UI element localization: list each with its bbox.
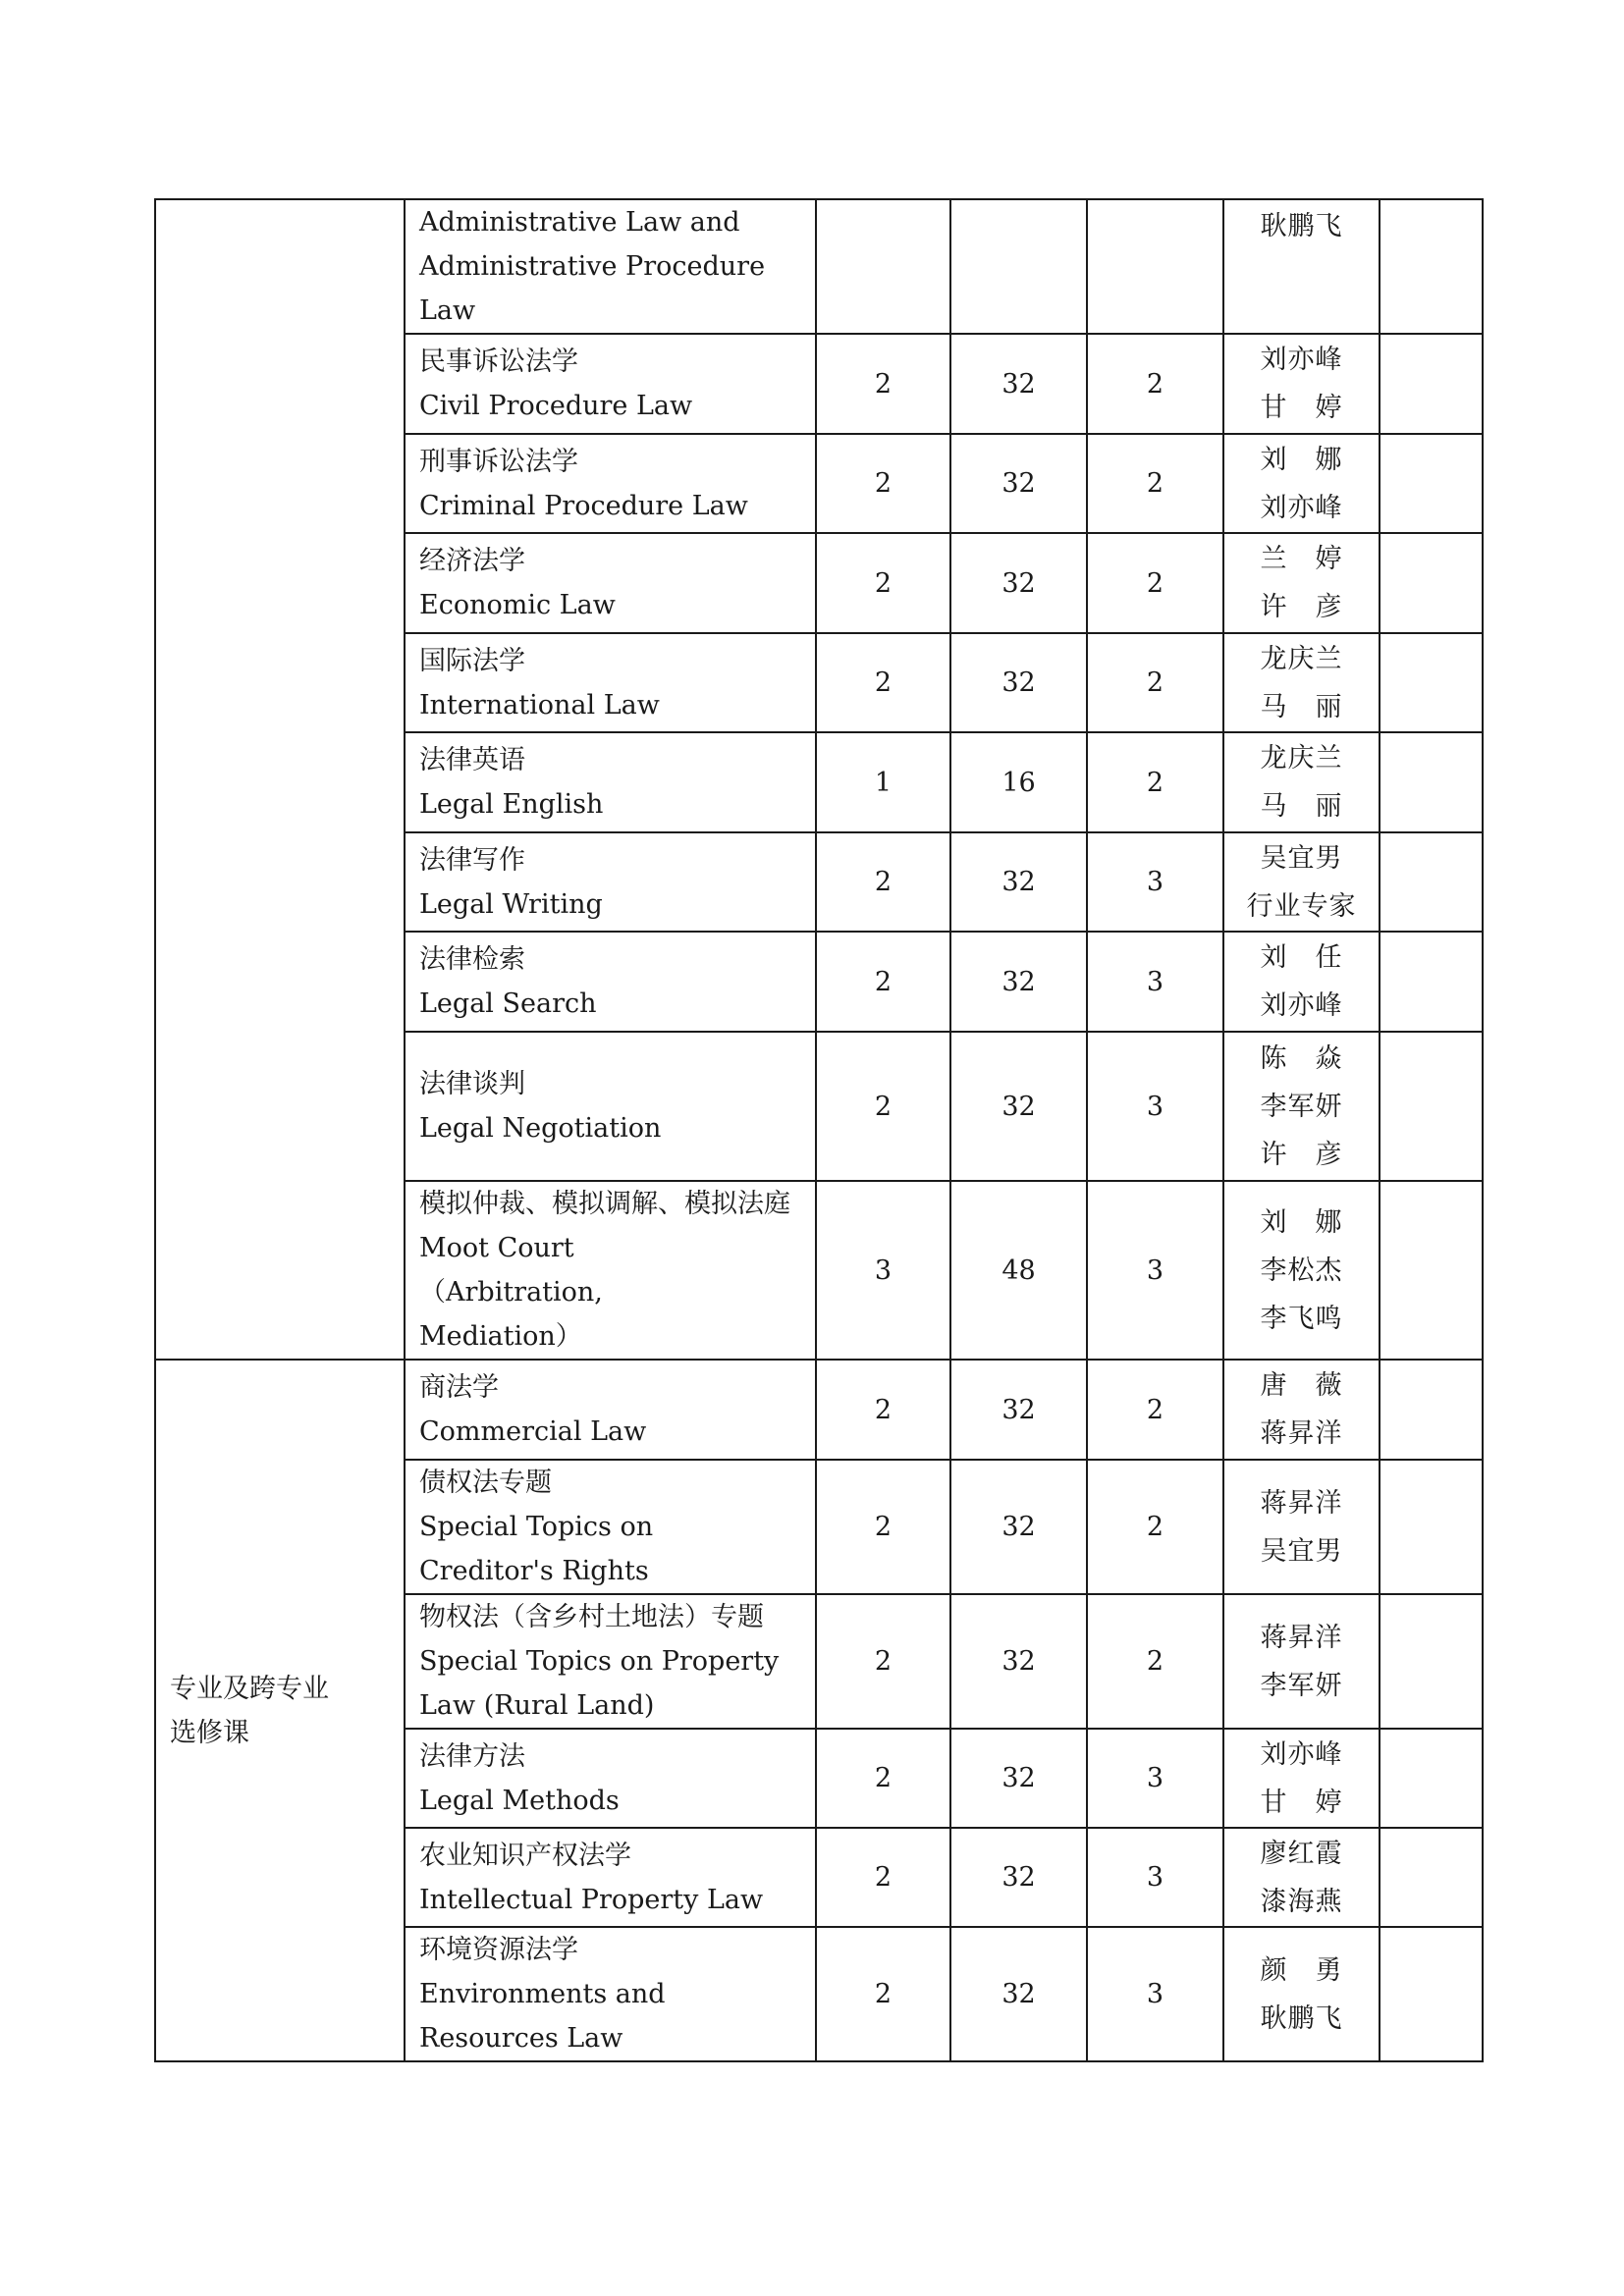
semester-cell: 2: [1087, 533, 1223, 633]
credits-cell: 1: [816, 732, 950, 832]
semester-cell: 2: [1087, 1594, 1223, 1729]
course-name-zh: 物权法（含乡村土地法）专题: [419, 1602, 764, 1632]
course-name-zh: 经济法学: [419, 546, 525, 576]
teachers-cell: [1223, 1927, 1380, 2061]
course-name-en: Legal Writing: [419, 888, 603, 920]
credits-cell: 2: [816, 533, 950, 633]
semester-cell: 2: [1087, 732, 1223, 832]
teacher-name: 耿鹏飞: [1260, 2002, 1343, 2034]
hours-cell: 32: [950, 434, 1087, 533]
teacher-name: 蒋昇洋: [1260, 1418, 1343, 1449]
semester-cell: 3: [1087, 1181, 1223, 1360]
notes-cell: [1380, 1032, 1483, 1181]
course-name-cell: [405, 1360, 816, 1460]
category-cell-core: [155, 199, 405, 1360]
credits-cell: 2: [816, 1729, 950, 1828]
credits-cell: 2: [816, 334, 950, 434]
teacher-name: 李军妍: [1260, 1091, 1343, 1122]
course-name-en: Economic Law: [419, 590, 616, 620]
credits-cell: 2: [816, 832, 950, 932]
teachers-cell: [1223, 533, 1380, 633]
teacher-name: 刘 娜: [1260, 1206, 1343, 1238]
semester-cell: 2: [1087, 1460, 1223, 1594]
course-name-en: Environments and Resources Law: [419, 1979, 666, 2054]
course-name-en: Special Topics on Creditor's Rights: [419, 1512, 654, 1586]
course-name-cell: [405, 533, 816, 633]
course-name-zh: 农业知识产权法学: [419, 1840, 631, 1871]
semester-cell: 3: [1087, 932, 1223, 1032]
teacher-name: 龙庆兰: [1260, 743, 1343, 774]
course-name-zh: 法律检索: [419, 944, 525, 975]
teacher-name: 刘亦峰: [1260, 990, 1343, 1021]
notes-cell: [1380, 1460, 1483, 1594]
course-name-zh: 法律谈判: [419, 1069, 525, 1099]
teachers-cell: [1223, 932, 1380, 1032]
course-name-zh: 法律方法: [419, 1740, 525, 1772]
notes-cell: [1380, 732, 1483, 832]
hours-cell: [950, 199, 1087, 334]
credits-cell: 2: [816, 1594, 950, 1729]
semester-cell: 2: [1087, 334, 1223, 434]
course-name-zh: 债权法专题: [419, 1468, 552, 1498]
notes-cell: [1380, 334, 1483, 434]
credits-cell: 2: [816, 1360, 950, 1460]
teacher-name: 廖红霞: [1260, 1838, 1343, 1869]
teacher-name: 行业专家: [1246, 890, 1357, 922]
course-name-cell: [405, 1828, 816, 1927]
teacher-name: 耿鹏飞: [1260, 211, 1343, 241]
hours-cell: 32: [950, 1460, 1087, 1594]
credits-cell: 2: [816, 1032, 950, 1181]
credits-cell: 2: [816, 633, 950, 732]
teacher-name: 蒋昇洋: [1260, 1622, 1343, 1653]
semester-cell: 2: [1087, 1360, 1223, 1460]
course-name-en: Commercial Law: [419, 1416, 647, 1447]
teachers-cell: [1223, 334, 1380, 434]
course-name-cell: [405, 732, 816, 832]
semester-cell: [1087, 199, 1223, 334]
teacher-name: 李飞鸣: [1260, 1303, 1343, 1334]
credits-cell: 2: [816, 434, 950, 533]
hours-cell: 32: [950, 334, 1087, 434]
teachers-cell: [1223, 1594, 1380, 1729]
semester-cell: 2: [1087, 633, 1223, 732]
course-name-en: Criminal Procedure Law: [419, 490, 748, 521]
course-name-en: Intellectual Property Law: [419, 1884, 764, 1915]
teacher-name: 刘 娜: [1260, 444, 1343, 475]
notes-cell: [1380, 1828, 1483, 1927]
notes-cell: [1380, 1729, 1483, 1828]
course-name-zh: 模拟仲裁、模拟调解、模拟法庭: [419, 1189, 790, 1219]
teacher-name: 甘 婷: [1260, 393, 1343, 423]
credits-cell: 2: [816, 1927, 950, 2061]
course-table: [154, 198, 1484, 2062]
teachers-cell: [1223, 1729, 1380, 1828]
notes-cell: [1380, 434, 1483, 533]
hours-cell: 32: [950, 1729, 1087, 1828]
course-name-en: Civil Procedure Law: [419, 391, 693, 421]
course-name-cell: [405, 434, 816, 533]
course-name-cell: [405, 633, 816, 732]
teachers-cell: [1223, 633, 1380, 732]
teacher-name: 甘 婷: [1260, 1787, 1343, 1818]
teachers-cell: [1223, 1032, 1380, 1181]
teachers-cell: [1223, 1360, 1380, 1460]
teachers-cell: [1223, 832, 1380, 932]
credits-cell: [816, 199, 950, 334]
teacher-name: 刘亦峰: [1260, 492, 1343, 523]
hours-cell: 32: [950, 633, 1087, 732]
teacher-name: 龙庆兰: [1260, 643, 1343, 674]
notes-cell: [1380, 533, 1483, 633]
notes-cell: [1380, 633, 1483, 732]
hours-cell: 32: [950, 1360, 1087, 1460]
teacher-name: 刘亦峰: [1260, 1738, 1343, 1770]
credits-cell: 2: [816, 932, 950, 1032]
teacher-name: 蒋昇洋: [1260, 1487, 1343, 1519]
course-name-cell: [405, 832, 816, 932]
teacher-name: 许 彦: [1260, 592, 1343, 622]
course-name-zh: 民事诉讼法学: [419, 347, 578, 377]
notes-cell: [1380, 199, 1483, 334]
table-row: [155, 199, 1483, 334]
course-name-zh: 国际法学: [419, 645, 525, 676]
category-label: 专业及跨专业选修课: [170, 1673, 329, 1748]
course-name-zh: 刑事诉讼法学: [419, 446, 578, 477]
notes-cell: [1380, 932, 1483, 1032]
teachers-cell: [1223, 434, 1380, 533]
course-name-cell: [405, 932, 816, 1032]
teachers-cell: [1223, 199, 1380, 334]
semester-cell: 3: [1087, 1828, 1223, 1927]
course-name-zh: 商法学: [419, 1372, 499, 1403]
teachers-cell: [1223, 1181, 1380, 1360]
teacher-name: 许 彦: [1260, 1139, 1343, 1170]
teacher-name: 刘亦峰: [1260, 345, 1343, 375]
course-name-cell: [405, 1594, 816, 1729]
course-name-en: International Law: [419, 689, 660, 721]
hours-cell: 32: [950, 932, 1087, 1032]
teacher-name: 李松杰: [1260, 1255, 1343, 1286]
category-cell-elective: [155, 1360, 405, 2061]
teachers-cell: [1223, 1460, 1380, 1594]
teachers-cell: [1223, 732, 1380, 832]
semester-cell: 2: [1087, 434, 1223, 533]
semester-cell: 3: [1087, 1032, 1223, 1181]
hours-cell: 32: [950, 832, 1087, 932]
notes-cell: [1380, 1181, 1483, 1360]
hours-cell: 16: [950, 732, 1087, 832]
hours-cell: 32: [950, 533, 1087, 633]
teachers-cell: [1223, 1828, 1380, 1927]
course-name-zh: 法律英语: [419, 745, 525, 775]
semester-cell: 3: [1087, 832, 1223, 932]
notes-cell: [1380, 832, 1483, 932]
teacher-name: 马 丽: [1260, 691, 1343, 722]
credits-cell: 2: [816, 1460, 950, 1594]
teacher-name: 唐 薇: [1260, 1370, 1343, 1401]
table-row: [155, 1360, 1483, 1460]
course-name-cell: [405, 1460, 816, 1594]
hours-cell: 48: [950, 1181, 1087, 1360]
course-name-cell: [405, 1927, 816, 2061]
course-name-en: Legal Search: [419, 988, 597, 1019]
credits-cell: 2: [816, 1828, 950, 1927]
teacher-name: 陈 焱: [1260, 1042, 1343, 1074]
course-name-en: Special Topics on Property Law (Rural Land): [419, 1646, 780, 1721]
course-name-cell: [405, 1729, 816, 1828]
semester-cell: 3: [1087, 1927, 1223, 2061]
teacher-name: 刘 任: [1260, 942, 1343, 973]
credits-cell: 3: [816, 1181, 950, 1360]
course-name-cell: [405, 199, 816, 334]
course-name-en: Moot Court（Arbitration, Mediation）: [419, 1233, 603, 1352]
teacher-name: 吴宜男: [1260, 842, 1343, 874]
course-name-zh: 环境资源法学: [419, 1935, 578, 1965]
course-name-cell: [405, 334, 816, 434]
course-name-en: Legal Methods: [419, 1785, 620, 1816]
hours-cell: 32: [950, 1594, 1087, 1729]
notes-cell: [1380, 1594, 1483, 1729]
course-name-en: Legal Negotiation: [419, 1113, 662, 1144]
semester-cell: 3: [1087, 1729, 1223, 1828]
course-name-en: Legal English: [419, 789, 604, 820]
hours-cell: 32: [950, 1032, 1087, 1181]
course-name-zh: 法律写作: [419, 844, 525, 876]
table-body: [155, 199, 1483, 2061]
course-name-cell: [405, 1032, 816, 1181]
hours-cell: 32: [950, 1828, 1087, 1927]
teacher-name: 李军妍: [1260, 1670, 1343, 1701]
notes-cell: [1380, 1360, 1483, 1460]
teacher-name: 吴宜男: [1260, 1535, 1343, 1567]
hours-cell: 32: [950, 1927, 1087, 2061]
teacher-name: 颜 勇: [1260, 1954, 1343, 1986]
notes-cell: [1380, 1927, 1483, 2061]
course-name-en: Administrative Law and Administrative Procedure Law: [419, 207, 766, 326]
teacher-name: 兰 婷: [1260, 544, 1343, 574]
teacher-name: 漆海燕: [1260, 1886, 1343, 1917]
course-name-cell: [405, 1181, 816, 1360]
teacher-name: 马 丽: [1260, 791, 1343, 822]
